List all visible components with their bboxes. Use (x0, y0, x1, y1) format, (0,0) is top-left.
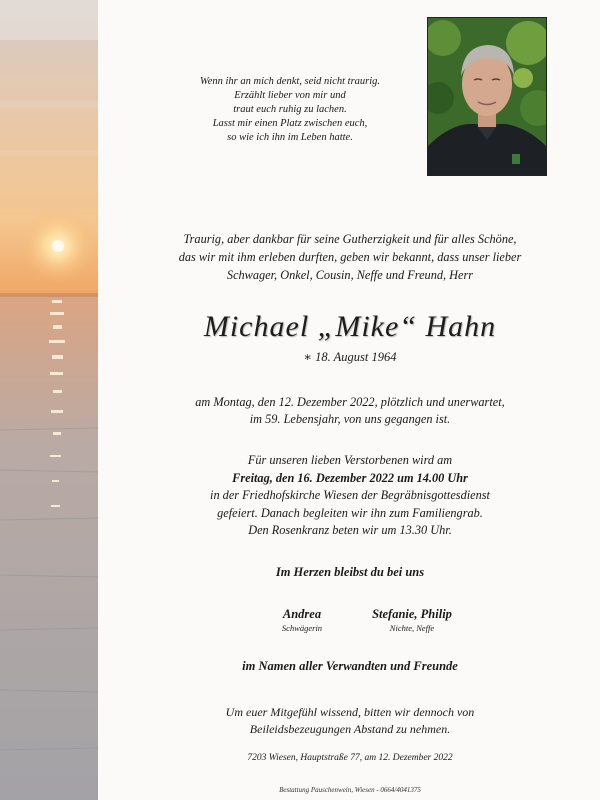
mourner-relation: Schwägerin (281, 623, 323, 633)
sunset-side-image (0, 0, 98, 800)
mourner-andrea (262, 606, 342, 634)
announcement-intro (100, 230, 600, 284)
poem-line: Wenn ihr an mich denkt, seid nicht traurig. (199, 76, 381, 87)
mourner-stefanie-philip (362, 606, 462, 634)
relatives-line: im Namen aller Verwandten und Freunde (242, 659, 458, 673)
poem-line: Lasst mir einen Platz zwischen euch, (212, 118, 368, 129)
request-line: Um euer Mitgefühl wissend, bitten wir dennoch von (225, 705, 475, 719)
request-line: Beileidsbezeugungen Abstand zu nehmen. (249, 722, 451, 736)
memorial-poem (190, 75, 390, 145)
intro-line: Traurig, aber dankbar für seine Gutherzigkeit und für alles Schöne, (183, 232, 517, 246)
funeral-date-time: Freitag, den 16. Dezember 2022 um 14.00 Uhr (232, 470, 468, 485)
death-line: am Montag, den 12. Dezember 2022, plötzlich und unerwartet, (195, 395, 505, 409)
birth-date: ∗ 18. August 1964 (303, 350, 397, 364)
mourner-name: Andrea (282, 607, 322, 621)
funeral-line: in der Friedhofskirche Wiesen der Begräbnisgottesdienst (210, 488, 490, 502)
funeral-line: Den Rosenkranz beten wir um 13.30 Uhr. (248, 523, 452, 537)
hearts-line: Im Herzen bleibst du bei uns (275, 565, 425, 579)
undertaker-credit: Bestattung Pauschenwein, Wiesen - 0664/4041375 (279, 786, 421, 794)
mourner-relation: Nichte, Neffe (389, 623, 435, 633)
portrait-photo (427, 17, 547, 176)
intro-line: Schwager, Onkel, Cousin, Neffe und Freund, Herr (226, 268, 474, 282)
place-date: 7203 Wiesen, Hauptstraße 77, am 12. Dezember 2022 (247, 753, 453, 763)
poem-line: Erzählt lieber von mir und (234, 90, 346, 101)
poem-line: so wie ich ihn im Leben hatte. (227, 132, 353, 143)
funeral-line: gefeiert. Danach begleiten wir ihn zum Familiengrab. (217, 505, 483, 520)
deceased-name: Michael „Mike“ Hahn (203, 310, 497, 343)
condolence-request (100, 704, 600, 738)
funeral-line: Für unseren lieben Verstorbenen wird am (247, 453, 453, 467)
death-notice (100, 394, 600, 428)
poem-line: traut euch ruhig zu lachen. (233, 104, 347, 115)
death-line: im 59. Lebensjahr, von uns gegangen ist. (249, 412, 451, 426)
intro-line: das wir mit ihm erleben durften, geben wir bekannt, dass unser lieber (178, 250, 522, 264)
mourner-name: Stefanie, Philip (372, 607, 452, 621)
funeral-details (100, 452, 600, 540)
